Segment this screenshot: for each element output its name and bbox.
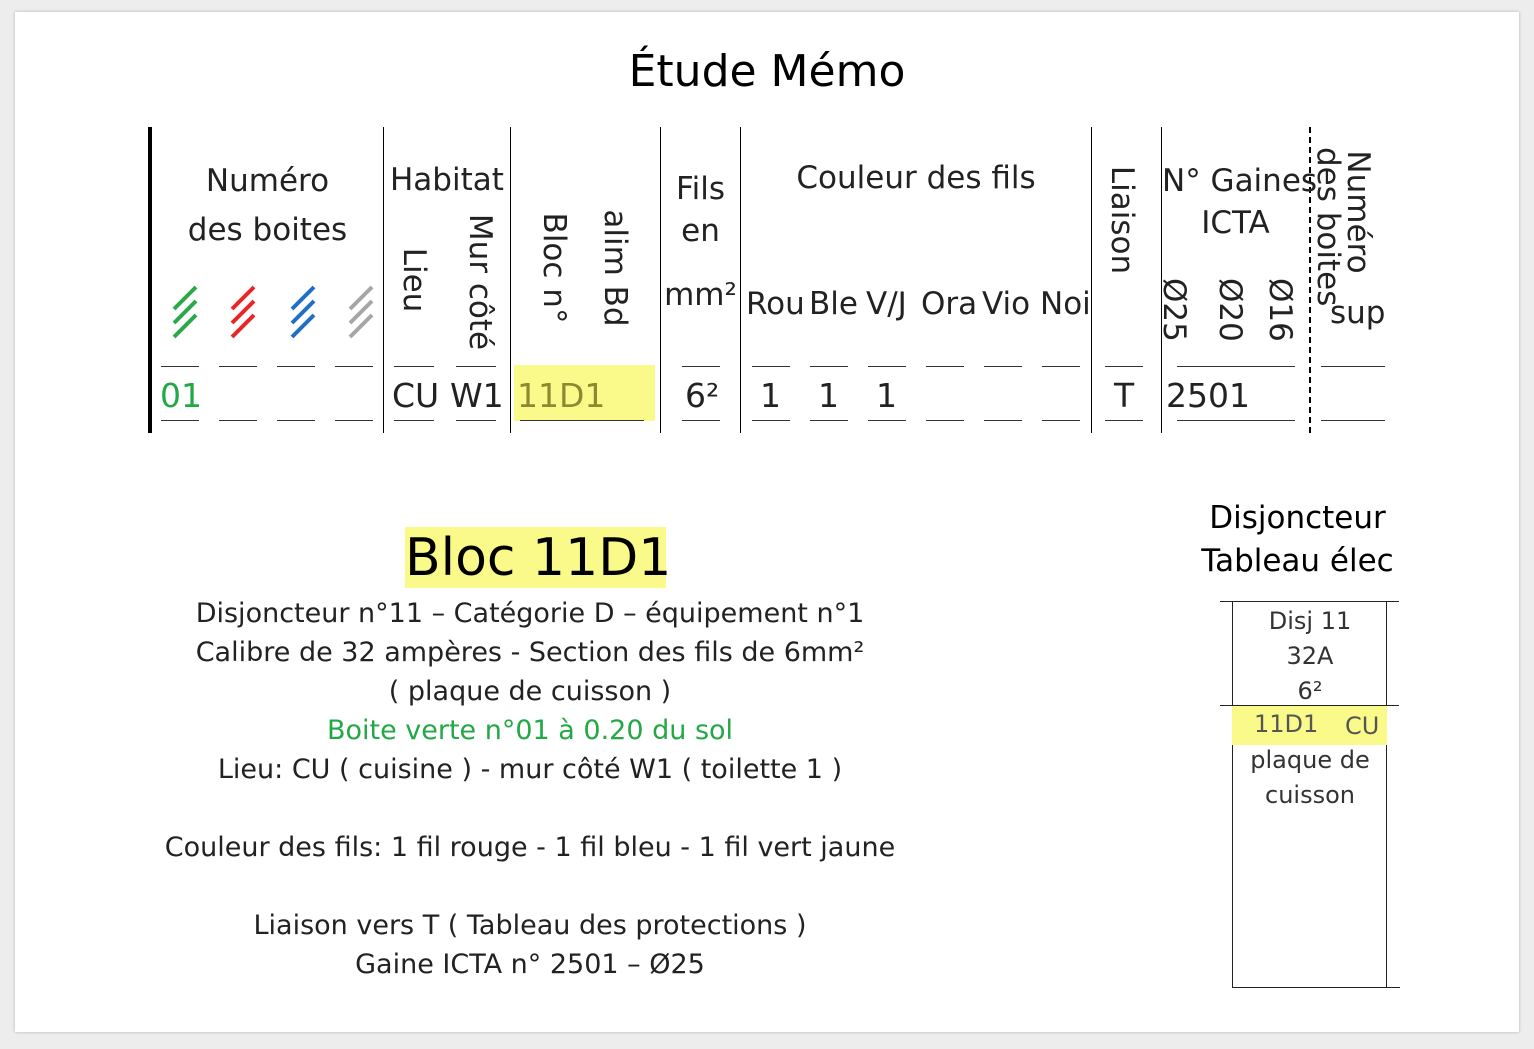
header-alim-bd: alim Bd xyxy=(597,209,633,327)
blank-underline xyxy=(810,366,848,367)
box-top-line xyxy=(1220,601,1399,602)
header-bloc-no: Bloc n° xyxy=(536,212,572,324)
blank-underline xyxy=(520,420,644,421)
blank-underline xyxy=(926,420,964,421)
blank-underline xyxy=(682,366,720,367)
desc-line: Couleur des fils: 1 fil rouge - 1 fil bleu - 1 fil vert jaune xyxy=(164,832,896,863)
value-vj: 1 xyxy=(876,376,897,415)
disj-number: Disj 11 xyxy=(1268,607,1352,635)
header-diam-25: Ø25 xyxy=(1156,278,1192,342)
blank-underline xyxy=(1042,366,1080,367)
blank-underline xyxy=(161,366,199,367)
value-rou: 1 xyxy=(760,376,781,415)
desc-spacer xyxy=(130,867,930,906)
header-numero-boites xyxy=(152,157,383,255)
desc-line-green: Boite verte n°01 à 0.20 du sol xyxy=(326,715,734,746)
value-gaine: 2501 xyxy=(1166,376,1250,415)
blank-underline xyxy=(1105,366,1143,367)
header-color-ora: Ora xyxy=(921,286,978,322)
disj-top-text xyxy=(1233,604,1387,709)
blank-underline xyxy=(219,420,257,421)
blank-underline xyxy=(926,366,964,367)
column-divider xyxy=(510,127,511,433)
value-lieu: CU xyxy=(392,376,440,415)
disjoncteur-title-line1: Disjoncteur xyxy=(1209,500,1386,536)
header-liaison: Liaison xyxy=(1104,165,1140,275)
bloc-title: Bloc 11D1 xyxy=(405,528,672,588)
disj-section: 6² xyxy=(1297,677,1323,705)
header-color-ble: Ble xyxy=(809,286,858,322)
blank-underline xyxy=(277,366,315,367)
header-en: en xyxy=(681,213,720,249)
blank-underline xyxy=(1105,420,1143,421)
disj-lieu: CU xyxy=(1345,712,1380,740)
value-section: 6² xyxy=(685,376,720,415)
header-color-noi: Noi xyxy=(1040,286,1091,322)
desc-line: Liaison vers T ( Tableau des protections ) xyxy=(253,910,807,941)
header-fils-en xyxy=(661,168,740,316)
desc-spacer xyxy=(130,789,930,828)
desc-line: ( plaque de cuisson ) xyxy=(388,676,672,707)
header-diam-20: Ø20 xyxy=(1212,278,1248,342)
blue-hatch-icon xyxy=(288,285,320,341)
header-color-vj: V/J xyxy=(866,286,907,322)
blank-underline xyxy=(161,420,199,421)
grey-hatch-icon xyxy=(346,285,378,341)
blank-underline xyxy=(1321,420,1385,421)
header-mur-cote: Mur côté xyxy=(462,213,498,351)
blank-underline xyxy=(456,420,496,421)
header-icta: ICTA xyxy=(1201,205,1270,241)
value-ble: 1 xyxy=(818,376,839,415)
blank-underline xyxy=(1042,420,1080,421)
blank-underline xyxy=(1177,366,1295,367)
green-hatch-icon xyxy=(170,285,202,341)
column-divider xyxy=(383,127,384,433)
header-numero-sup-1: Numéro xyxy=(1340,150,1376,274)
header-numero-line2: des boites xyxy=(187,212,348,248)
disj-calibre: 32A xyxy=(1286,642,1334,670)
header-gaines: N° Gaines xyxy=(1162,163,1318,199)
blank-underline xyxy=(219,366,257,367)
blank-underline xyxy=(868,420,906,421)
header-numero-line1: Numéro xyxy=(205,163,330,199)
blank-underline xyxy=(984,366,1022,367)
blank-underline xyxy=(1177,420,1295,421)
disj-label-line1: plaque de xyxy=(1250,746,1370,774)
disjoncteur-title-line2: Tableau élec xyxy=(1201,543,1394,579)
header-fils: Fils xyxy=(676,171,725,207)
header-couleur-des-fils: Couleur des fils xyxy=(796,160,1036,196)
blank-underline xyxy=(456,366,496,367)
blank-underline xyxy=(984,420,1022,421)
red-hatch-icon xyxy=(228,285,260,341)
header-gaines-icta xyxy=(1162,160,1318,244)
value-bloc: 11D1 xyxy=(517,376,606,415)
blank-underline xyxy=(277,420,315,421)
blank-underline xyxy=(335,366,373,367)
blank-underline xyxy=(394,366,434,367)
blank-underline xyxy=(868,366,906,367)
blank-underline xyxy=(394,420,434,421)
blank-underline xyxy=(810,420,848,421)
disj-label-line2: cuisson xyxy=(1265,781,1355,809)
header-color-rou: Rou xyxy=(746,286,805,322)
disjoncteur-title xyxy=(1180,497,1415,583)
header-lieu: Lieu xyxy=(396,247,432,313)
bloc-description xyxy=(130,594,930,984)
header-color-vio: Vio xyxy=(982,286,1031,322)
value-liaison: T xyxy=(1114,376,1135,415)
desc-line: Calibre de 32 ampères - Section des fils de 6mm² xyxy=(195,637,865,668)
box-bottom-line xyxy=(1232,987,1400,988)
desc-line: Disjoncteur n°11 – Catégorie D – équipement n°1 xyxy=(195,598,865,629)
desc-line: Lieu: CU ( cuisine ) - mur côté W1 ( toilette 1 ) xyxy=(217,754,843,785)
page-title: Étude Mémo xyxy=(628,46,906,97)
blank-underline xyxy=(752,420,790,421)
value-mur: W1 xyxy=(450,376,504,415)
value-boite: 01 xyxy=(160,376,202,415)
blank-underline xyxy=(682,420,720,421)
desc-line: Gaine ICTA n° 2501 – Ø25 xyxy=(355,949,705,980)
header-numero-sup-3: sup xyxy=(1330,295,1386,331)
header-mm2: mm² xyxy=(664,277,737,313)
disj-bloc-code: 11D1 xyxy=(1254,710,1319,738)
blank-underline xyxy=(1321,366,1385,367)
header-numero-sup-2: des boites xyxy=(1310,147,1346,307)
header-diam-16: Ø16 xyxy=(1262,278,1298,342)
column-divider xyxy=(1091,127,1092,433)
blank-underline xyxy=(335,420,373,421)
disj-label xyxy=(1233,743,1387,813)
header-habitat: Habitat xyxy=(390,162,504,198)
blank-underline xyxy=(752,366,790,367)
